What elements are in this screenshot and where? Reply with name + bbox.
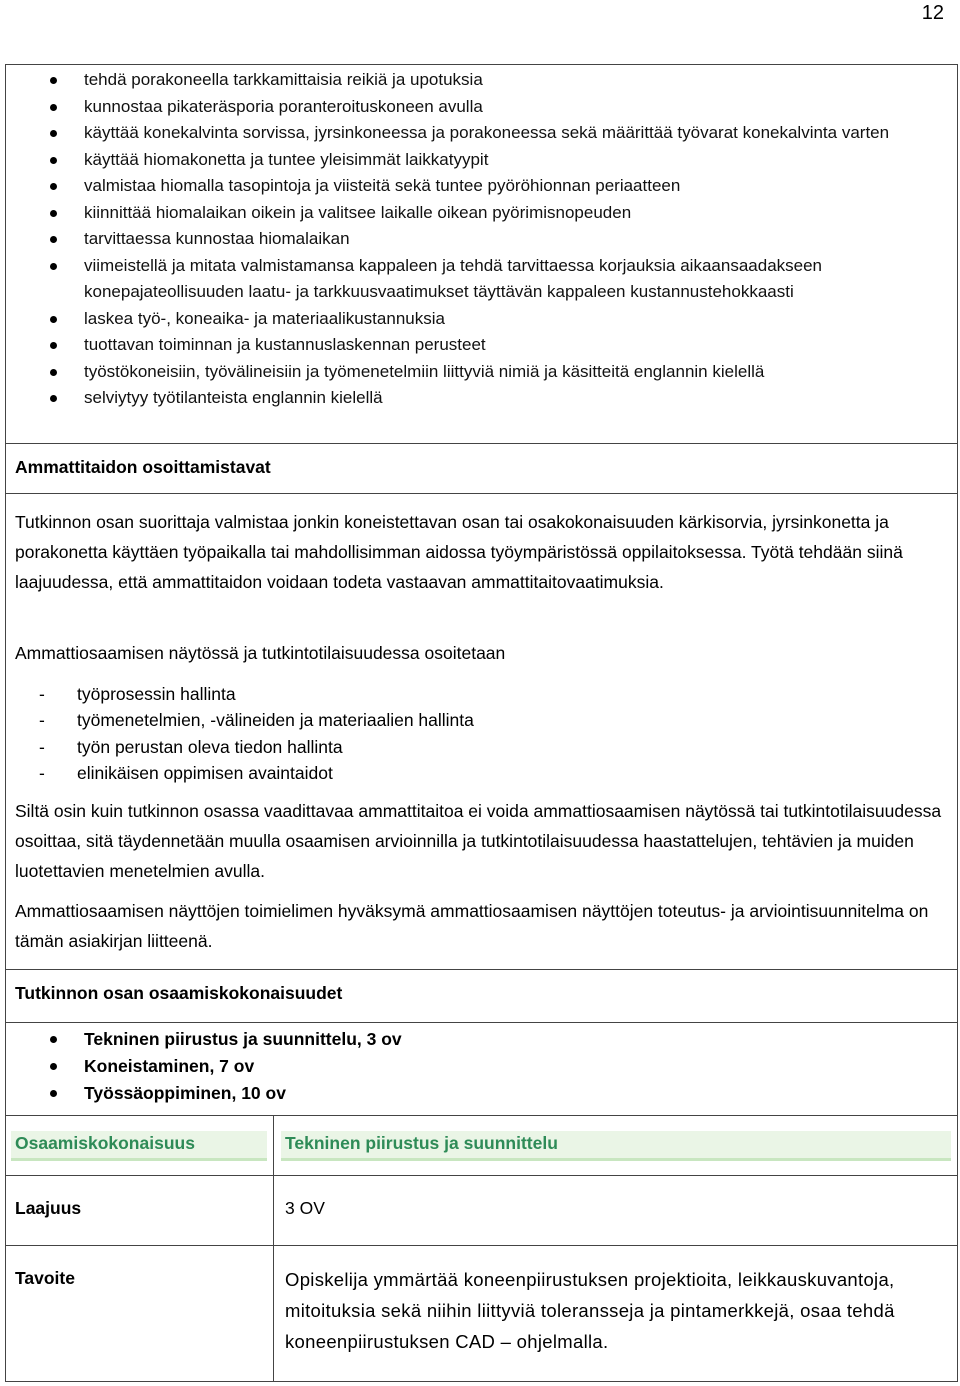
dash-icon: - [39, 736, 45, 757]
list-item: Koneistaminen, 7 ov [0, 1053, 402, 1080]
table-header-label: Osaamiskokonaisuus [15, 1133, 195, 1153]
dash-icon: - [39, 762, 45, 783]
section-title-modules: Tutkinnon osan osaamiskokonaisuudet [15, 983, 343, 1003]
bullet-icon [50, 183, 57, 190]
list-item: työstökoneisiin, työvälineisiin ja työmenetelmiin liittyviä nimiä ja käsitteitä englannin kielellä [0, 359, 950, 386]
bullet-icon [50, 1036, 57, 1043]
section-title-demonstration: Ammattitaidon osoittamistavat [15, 457, 271, 477]
bullet-icon [50, 104, 57, 111]
list-item: - työmenetelmien, -välineiden ja materiaalien hallinta [0, 707, 474, 733]
plan-paragraph: Ammattiosaamisen näyttöjen toimielimen hyväksymä ammattiosaamisen näyttöjen toteutus- ja arviointisuunnitelma on tämän asiakirjan liitteenä. [15, 901, 929, 951]
page-number: 12 [921, 2, 944, 24]
list-item: Tekninen piirustus ja suunnittelu, 3 ov [0, 1026, 402, 1053]
bullet-icon [50, 263, 57, 270]
bullet-icon [50, 210, 57, 217]
bullet-icon [50, 77, 57, 84]
divider [5, 969, 958, 970]
list-item: Työssäoppiminen, 10 ov [0, 1080, 402, 1107]
list-item: - työprosessin hallinta [0, 681, 474, 707]
bullet-icon [50, 316, 57, 323]
bullet-icon [50, 1090, 57, 1097]
list-item: selviytyy työtilanteista englannin kielellä [0, 385, 950, 412]
list-item: kunnostaa pikateräsporia poranteroituskoneen avulla [0, 94, 950, 121]
supplement-paragraph: Siltä osin kuin tutkinnon osassa vaadittavaa ammattitaitoa ei voida ammattiosaamisen näytössä tai tutkintotilaisuudessa osoittaa, sitä täydennetään muulla osaamisen arvioinnilla ja tutkintotilaisuudessa haastattelujen, tehtävien ja muiden luotettavien menetelmien avulla. [15, 801, 942, 881]
bullet-icon [50, 1063, 57, 1070]
demo-paragraph: Tutkinnon osan suorittaja valmistaa jonkin koneistettavan osan tai osakokonaisuuden kärkisorvia, jyrsinkonetta ja porakonetta käyttäen työpaikalla tai mahdollisimman aidossa työympäristössä oppilaitoksessa. Työtä tehdään siinä laajuudessa, että ammattitaidon voidaan todeta vastaavan ammattitaitovaatimuksia. [15, 512, 903, 592]
list-item: käyttää hiomakonetta ja tuntee yleisimmät laikkatyypit [0, 147, 950, 174]
bullet-icon [50, 395, 57, 402]
divider [5, 443, 958, 444]
scope-value: 3 OV [285, 1198, 325, 1218]
bullet-icon [50, 369, 57, 376]
demo-intro: Ammattiosaamisen näytössä ja tutkintotilaisuudessa osoitetaan [15, 643, 506, 663]
table-divider [5, 1175, 958, 1176]
skills-list [0, 67, 950, 412]
bullet-icon [50, 342, 57, 349]
list-item: tarvittaessa kunnostaa hiomalaikan [0, 226, 950, 253]
table-header-value: Tekninen piirustus ja suunnittelu [285, 1133, 558, 1153]
bullet-icon [50, 236, 57, 243]
modules-list [0, 1026, 402, 1107]
list-item: - elinikäisen oppimisen avaintaidot [0, 760, 474, 786]
competence-list [0, 681, 474, 786]
goal-value: Opiskelija ymmärtää koneenpiirustuksen projektioita, leikkauskuvantoja, mitoituksia sekä niihin liittyviä toleransseja ja pintamerkkejä, osaa tehdä koneenpiirustuksen CAD – ohjelmalla. [285, 1269, 895, 1352]
divider [5, 1022, 958, 1023]
bullet-icon [50, 157, 57, 164]
list-item: käyttää konekalvinta sorvissa, jyrsinkoneessa ja porakoneessa sekä määrittää työvarat konekalvinta varten [0, 120, 950, 147]
divider [5, 1115, 958, 1116]
dash-icon: - [39, 684, 45, 704]
scope-label: Laajuus [15, 1198, 82, 1218]
list-item: tuottavan toiminnan ja kustannuslaskennan perusteet [0, 332, 950, 359]
goal-label: Tavoite [15, 1268, 75, 1288]
list-item: laskea työ-, koneaika- ja materiaalikustannuksia [0, 306, 950, 333]
list-item: tehdä porakoneella tarkkamittaisia reikiä ja upotuksia [0, 67, 950, 94]
list-item: valmistaa hiomalla tasopintoja ja viisteitä sekä tuntee pyöröhionnan periaatteen [0, 173, 950, 200]
list-item: - työn perustan oleva tiedon hallinta [0, 734, 474, 760]
list-item: viimeistellä ja mitata valmistamansa kappaleen ja tehdä tarvittaessa korjauksia aikaansaadakseen konepajateollisuuden laatu- ja tarkkuusvaatimukset täyttävän kappaleen kustannustehokkaasti [0, 253, 950, 306]
dash-icon: - [39, 710, 45, 731]
table-column-divider [273, 1115, 274, 1382]
bullet-icon [50, 130, 57, 137]
table-divider [5, 1245, 958, 1246]
divider [5, 493, 958, 494]
list-item: kiinnittää hiomalaikan oikein ja valitsee laikalle oikean pyörimisnopeuden [0, 200, 950, 227]
